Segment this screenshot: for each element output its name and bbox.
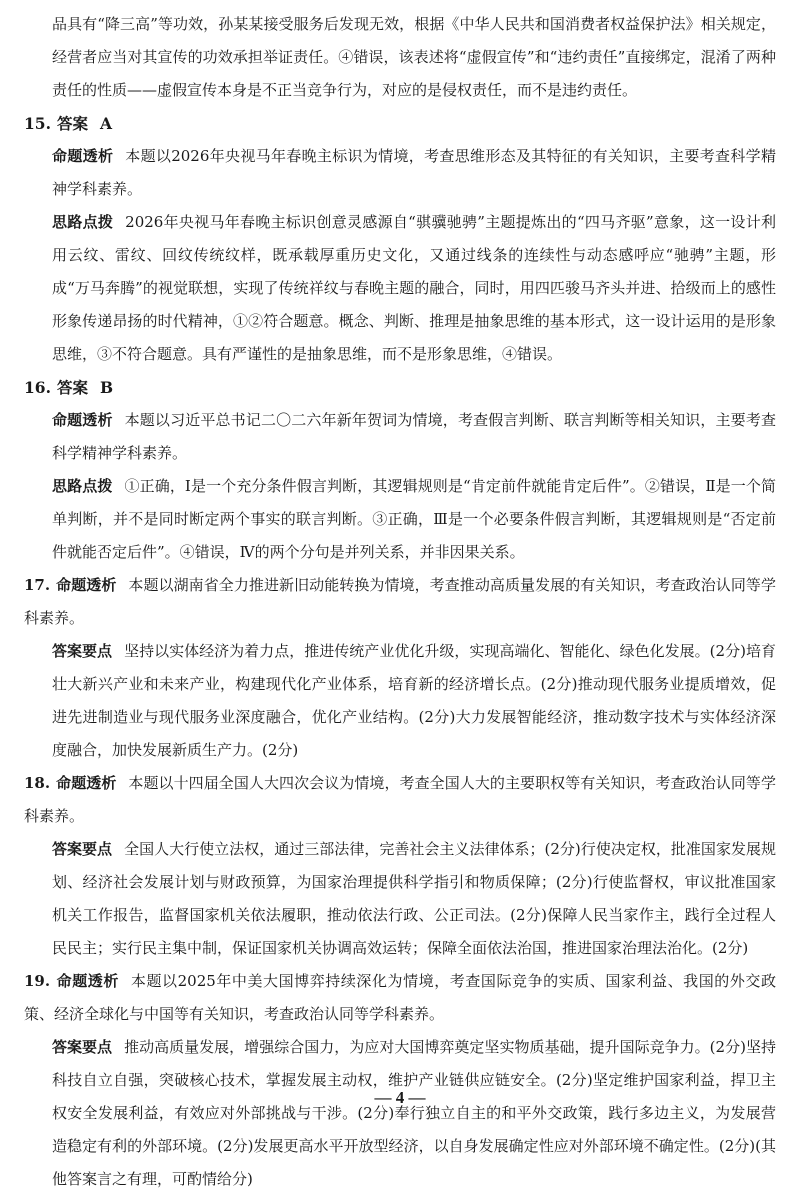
q18-intent: [24, 767, 776, 833]
q15-intent: [24, 140, 776, 206]
q16-intent-text: 本题以习近平总书记二〇二六年新年贺词为情境，考查假言判断、联言判断等相关知识，主要考查科学精神学科素养。: [52, 411, 776, 462]
q16-answer: B: [99, 378, 114, 397]
q16-number: 16.: [24, 378, 51, 397]
q17-intent-label: 命题透析: [56, 576, 117, 594]
q17-number: 17.: [24, 576, 51, 594]
q17-points: [24, 635, 776, 767]
q18-points-text: 全国人大行使立法权，通过三部法律，完善社会主义法律体系；(2分)行使决定权，批准国家发展规划、经济社会发展计划与财政预算，为国家治理提供科学指引和物质保障；(2分)行使监督权，审议批准国家机关工作报告，监督国家机关依法履职，推动依法行政、公正司法。(2分)保障人民当家作主，践行全过程人民民主；实行民主集中制，保证国家机关协调高效运转；保障全面依法治国，推进国家治理法治化。(2分): [52, 840, 776, 957]
continuation-paragraph: 品具有“降三高”等功效，孙某某接受服务后发现无效，根据《中华人民共和国消费者权益保护法》相关规定，经营者应当对其宣传的功效承担举证责任。④错误，该表述将“虚假宣传”和“违约责任”直接绑定，混淆了两种责任的性质——虚假宣传本身是不正当竞争行为，对应的是侵权责任，而不是违约责任。: [52, 15, 776, 99]
q18-intent-text: 本题以十四届全国人大四次会议为情境，考查全国人大的主要职权等有关知识，考查政治认同等学科素养。: [24, 774, 776, 825]
q15-hint: [24, 206, 776, 371]
q16-intent-label: 命题透析: [52, 411, 113, 429]
q17-points-text: 坚持以实体经济为着力点，推进传统产业优化升级，实现高端化、智能化、绿色化发展。(2分)培育壮大新兴产业和未来产业，构建现代化产业体系，培育新的经济增长点。(2分)推动现代服务业提质增效，促进先进制造业与现代服务业深度融合，优化产业结构。(2分)大力发展智能经济，推动数字技术与实体经济深度融合，加快发展新质生产力。(2分): [52, 642, 776, 759]
q15-answer-line: [24, 107, 776, 140]
q16-answer-line: [24, 371, 776, 404]
q19-intent: [24, 965, 776, 1031]
page-number: — 4 —: [374, 1088, 426, 1107]
q15-intent-label: 命题透析: [52, 147, 114, 165]
q18-number: 18.: [24, 774, 51, 792]
q17-intent-text: 本题以湖南省全力推进新旧动能转换为情境，考查推动高质量发展的有关知识，考查政治认同等学科素养。: [24, 576, 776, 627]
q16-intent: [24, 404, 776, 470]
q15-answer: A: [99, 114, 113, 133]
q19-number: 19.: [24, 972, 51, 990]
q19-intent-text: 本题以2025年中美大国博弈持续深化为情境，考查国际竞争的实质、国家利益、我国的外交政策、经济全球化与中国等有关知识，考查政治认同等学科素养。: [24, 972, 776, 1023]
q18-points-label: 答案要点: [52, 840, 113, 858]
q19-points-label: 答案要点: [52, 1038, 113, 1056]
q18-points: [24, 833, 776, 965]
q15-answer-label: 答案: [56, 114, 88, 133]
q15-hint-label: 思路点拨: [52, 213, 114, 231]
q16-hint: [24, 470, 776, 569]
q17-points-label: 答案要点: [52, 642, 113, 660]
q17-intent: [24, 569, 776, 635]
q19-intent-label: 命题透析: [56, 972, 119, 990]
q16-hint-label: 思路点拨: [52, 477, 113, 495]
q18-intent-label: 命题透析: [56, 774, 117, 792]
q16-answer-label: 答案: [56, 378, 88, 397]
q15-hint-text: 2026年央视马年春晚主标识创意灵感源自“骐骥驰骋”主题提炼出的“四马齐驱”意象，这一设计利用云纹、雷纹、回纹传统纹样，既承载厚重历史文化，又通过线条的连续性与动态感呼应“驰骋”主题，形成“万马奔腾”的视觉联想，实现了传统祥纹与春晚主题的融合，同时，用四匹骏马齐头并进、拾级而上的感性形象传递昂扬的时代精神，①②符合题意。概念、判断、推理是抽象思维的基本形式，这一设计运用的是形象思维，③不符合题意。具有严谨性的是抽象思维，而不是形象思维，④错误。: [52, 213, 776, 363]
q15-number: 15.: [24, 114, 51, 133]
q19-points-text: 推动高质量发展，增强综合国力，为应对大国博弈奠定坚实物质基础，提升国际竞争力。(2分)坚持科技自立自强，突破核心技术，掌握发展主动权，维护产业链供应链安全。(2分)坚定维护国家利益，捍卫主权安全发展利益，有效应对外部挑战与干涉。(2分)奉行独立自主的和平外交政策，践行多边主义，为发展营造稳定有利的外部环境。(2分)发展更高水平开放型经济，以自身发展确定性应对外部环境不确定性。(2分)(其他答案言之有理，可酌情给分): [52, 1038, 776, 1188]
q19-points: [24, 1031, 776, 1196]
q15-intent-text: 本题以2026年央视马年春晚主标识为情境，考查思维形态及其特征的有关知识，主要考查科学精神学科素养。: [52, 147, 776, 198]
q16-hint-text: ①正确，Ⅰ是一个充分条件假言判断，其逻辑规则是“肯定前件就能肯定后件”。②错误，Ⅱ是一个简单判断，并不是同时断定两个事实的联言判断。③正确，Ⅲ是一个必要条件假言判断，其逻辑规则是“否定前件就能否定后件”。④错误，Ⅳ的两个分句是并列关系，并非因果关系。: [52, 477, 776, 561]
